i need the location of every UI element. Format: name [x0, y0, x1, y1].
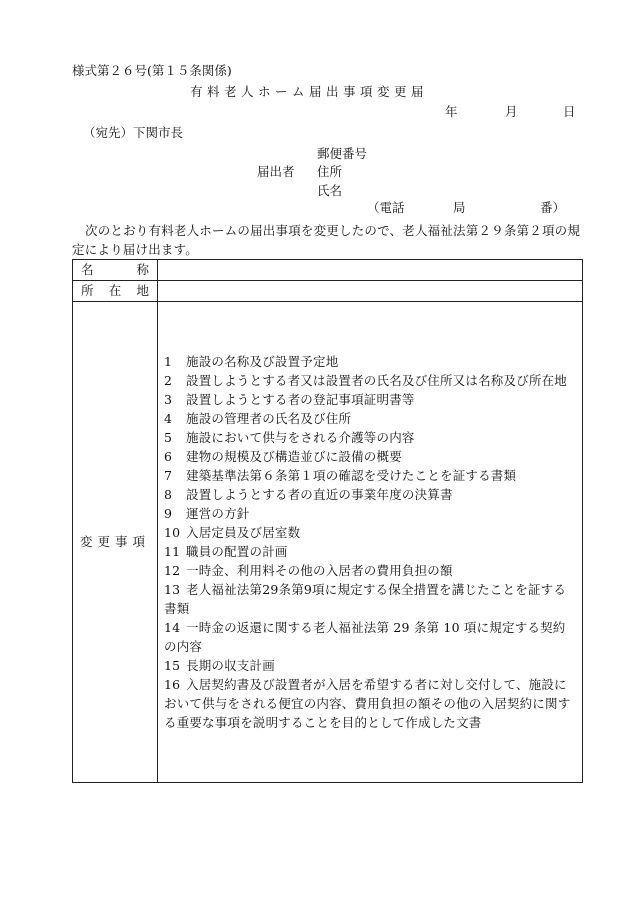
label-char: 所 [81, 282, 94, 298]
change-item [164, 485, 576, 504]
change-item-number: 12 [164, 563, 181, 578]
date-year-label: 年 [445, 104, 458, 119]
table-row-name [73, 260, 583, 281]
change-item-number: 11 [164, 544, 181, 559]
notifier-label: 届出者 [257, 164, 295, 179]
change-item-number: 6 [164, 449, 173, 464]
change-item [164, 371, 576, 390]
notification-table [72, 259, 583, 783]
change-items-list [158, 348, 582, 736]
change-items-label [73, 302, 158, 783]
form-number: 様式第２６号(第１５条関係) [72, 63, 232, 78]
change-item-text: 施設の名称及び設置予定地 [186, 354, 339, 369]
change-item-number: 9 [164, 506, 173, 521]
change-item-number: 5 [164, 430, 173, 445]
phone-exchange-label: 局 [453, 200, 466, 215]
change-item-number: 4 [164, 411, 173, 426]
change-item [164, 466, 576, 485]
change-item [164, 675, 576, 732]
table-row-changes [73, 302, 583, 783]
body-text: 次のとおり有料老人ホームの届出事項を変更したので、老人福祉法第２９条第２項の規定により届け出ます。 [72, 223, 581, 257]
change-item-text: 長期の収支計画 [186, 658, 275, 673]
change-item-number: 10 [164, 525, 181, 540]
change-item-text: 設置しようとする者の登記事項証明書等 [186, 392, 415, 407]
phone-label: （電話 [367, 200, 405, 215]
address-label: 住所 [317, 164, 343, 179]
change-item-text: 運営の方針 [186, 506, 250, 521]
change-item-text: 入居契約書及び設置者が入居を希望する者に対し交付して、施設において供与をされる便宜の内容、費用負担の額その他の入居契約に関する重要な事項を説明することを目的として作成した文書 [164, 677, 571, 730]
change-items-label-text: 変更事項 [79, 533, 150, 549]
label-char: 地 [136, 282, 149, 298]
change-item [164, 561, 576, 580]
date-day-label: 日 [563, 104, 576, 119]
change-item-text: 建築基準法第６条第１項の確認を受けたことを証する書類 [186, 468, 517, 483]
change-items-cell [158, 302, 583, 783]
change-item-number: 14 [164, 620, 181, 635]
location-field[interactable] [158, 281, 583, 302]
change-item-text: 設置しようとする者又は設置者の氏名及び住所又は名称及び所在地 [186, 373, 568, 388]
change-item-text: 施設の管理者の氏名及び住所 [186, 411, 352, 426]
change-item [164, 504, 576, 523]
facility-name-label [73, 260, 158, 281]
label-char: 称 [136, 261, 149, 277]
change-item [164, 618, 576, 656]
change-item [164, 428, 576, 447]
change-item [164, 542, 576, 561]
change-item-text: 設置しようとする者の直近の事業年度の決算書 [186, 487, 453, 502]
change-item [164, 409, 576, 428]
change-item [164, 447, 576, 466]
change-item-text: 一時金、利用料その他の入居者の費用負担の額 [186, 563, 453, 578]
change-item-text: 建物の規模及び構造並びに設備の概要 [186, 449, 402, 464]
change-item [164, 352, 576, 371]
change-item [164, 523, 576, 542]
table-row-location [73, 281, 583, 302]
change-item-number: 15 [164, 658, 181, 673]
change-item-text: 一時金の返還に関する老人福祉法第 29 条第 10 項に規定する契約の内容 [164, 620, 566, 654]
change-item [164, 580, 576, 618]
change-item-number: 13 [164, 582, 181, 597]
phone-number-label: 番） [540, 200, 566, 215]
change-item-number: 3 [164, 392, 173, 407]
change-item-text: 職員の配置の計画 [186, 544, 288, 559]
change-item-text: 施設において供与をされる介護等の内容 [186, 430, 415, 445]
change-item-text: 入居定員及び居室数 [186, 525, 301, 540]
facility-name-field[interactable] [158, 260, 583, 281]
change-item-number: 1 [164, 354, 173, 369]
addressee: （宛先）下関市長 [83, 125, 184, 140]
change-item [164, 656, 576, 675]
location-label [73, 281, 158, 302]
label-char: 名 [81, 261, 94, 277]
document-title: 有料老人ホーム届出事項変更届 [190, 84, 429, 99]
name-label: 氏名 [317, 183, 343, 198]
postal-code-label: 郵便番号 [317, 146, 368, 161]
change-item-text: 老人福祉法第29条第9項に規定する保全措置を講じたことを証する書類 [164, 582, 567, 616]
change-item-number: 7 [164, 468, 173, 483]
date-month-label: 月 [505, 104, 518, 119]
label-char: 在 [108, 282, 122, 298]
change-item-number: 8 [164, 487, 173, 502]
change-item-number: 2 [164, 373, 173, 388]
change-item [164, 390, 576, 409]
change-item-number: 16 [164, 677, 181, 692]
